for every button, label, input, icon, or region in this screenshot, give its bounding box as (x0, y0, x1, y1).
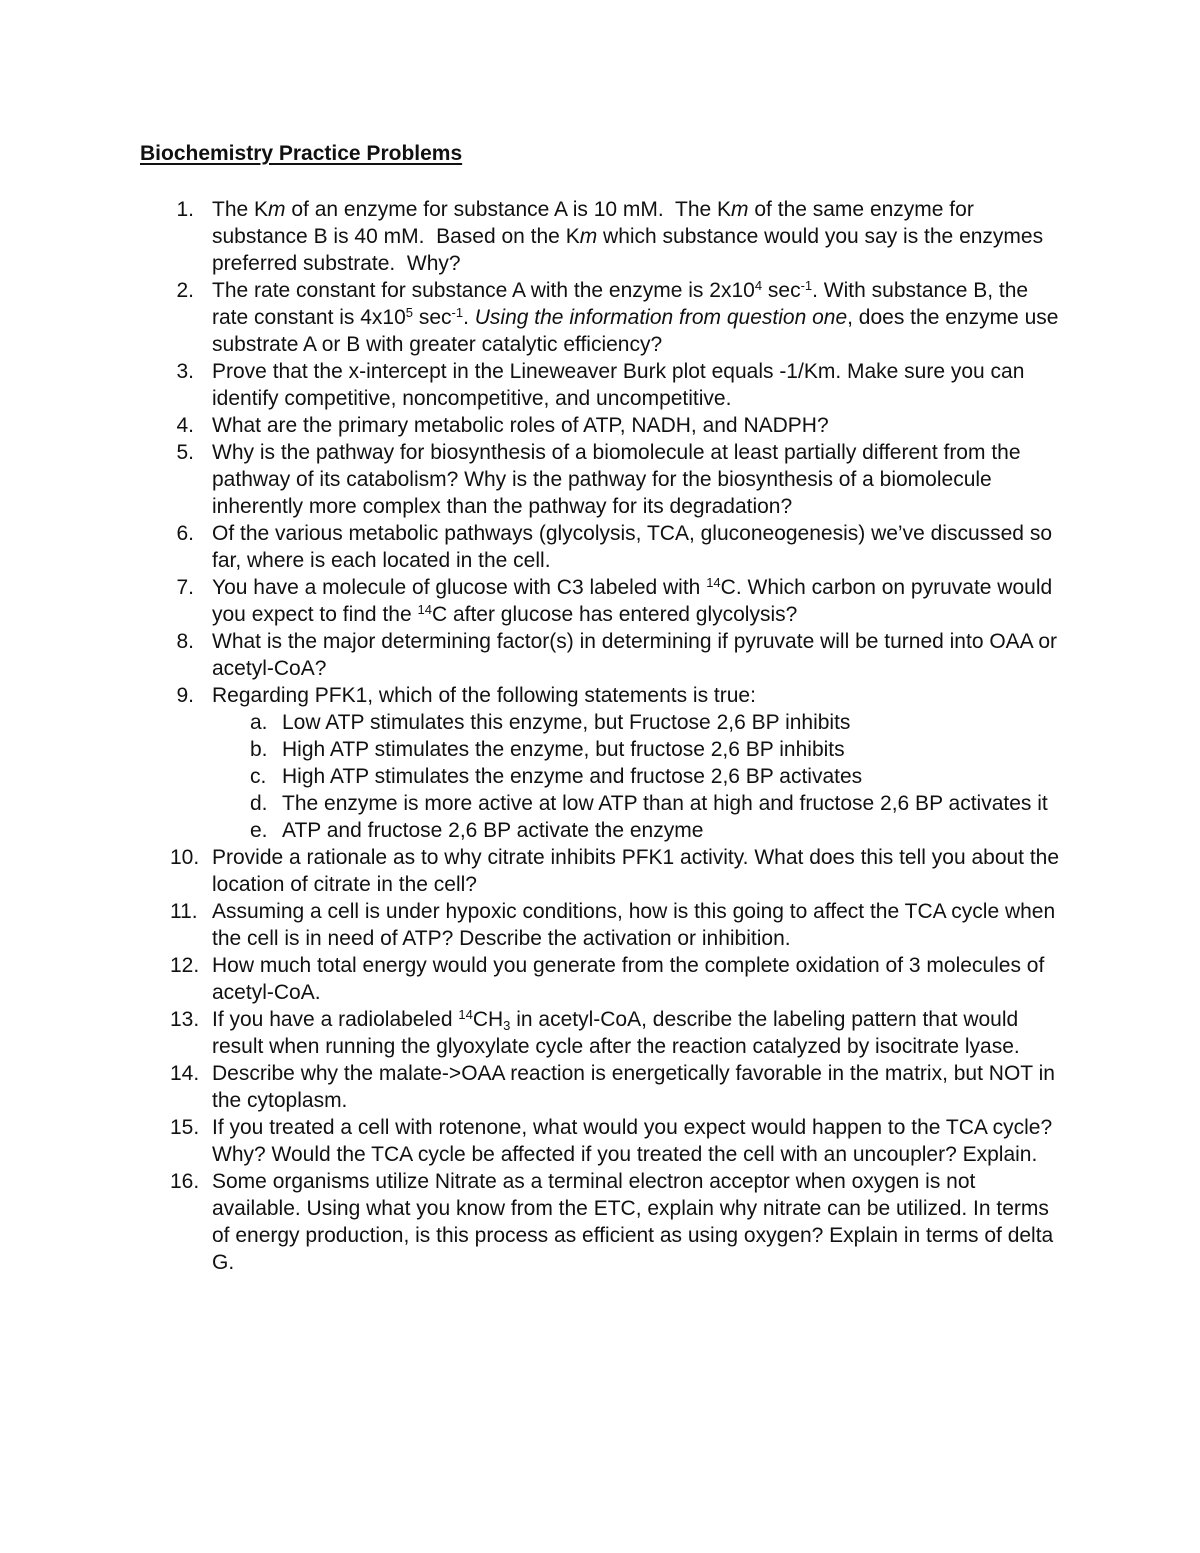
option-text: Low ATP stimulates this enzyme, but Fructose 2,6 BP inhibits (282, 711, 851, 734)
question-number: 14. (170, 1062, 200, 1085)
option-text: ATP and fructose 2,6 BP activate the enzyme (282, 819, 704, 842)
question-number: 6. (176, 522, 194, 545)
question-number: 10. (170, 846, 200, 869)
question-14 (140, 1060, 1065, 1114)
question-number: 16. (170, 1170, 200, 1193)
question-8 (140, 628, 1065, 682)
option-text: High ATP stimulates the enzyme and fructose 2,6 BP activates (282, 765, 863, 788)
question-16 (140, 1168, 1065, 1276)
question-number: 9. (176, 684, 194, 707)
answer-options (212, 709, 1065, 844)
question-3 (140, 358, 1065, 412)
question-number: 7. (176, 576, 194, 599)
question-number: 1. (176, 198, 194, 221)
question-1 (140, 196, 1065, 277)
question-number: 3. (176, 360, 194, 383)
question-13 (140, 1006, 1065, 1060)
question-7 (140, 574, 1065, 628)
question-list (140, 196, 1065, 1276)
option-letter: b. (250, 738, 268, 761)
question-number: 2. (176, 279, 194, 302)
question-number: 11. (170, 900, 198, 923)
question-number: 4. (176, 414, 194, 437)
question-text: Some organisms utilize Nitrate as a terminal electron acceptor when oxygen is not available. Using what you know from the ETC, explain why nitrate can be utilized. In terms of energy production, is this process as efficient as using oxygen? Explain in terms of delta G. (212, 1170, 1054, 1274)
question-number: 12. (170, 954, 200, 977)
question-text: Assuming a cell is under hypoxic conditions, how is this going to affect the TCA cycle when the cell is in need of ATP? Describe the activation or inhibition. (212, 900, 1056, 950)
question-10 (140, 844, 1065, 898)
option-letter: d. (250, 792, 268, 815)
question-text: Prove that the x-intercept in the Lineweaver Burk plot equals -1/Km. Make sure you can identify competitive, noncompetitive, and uncompetitive. (212, 360, 1025, 410)
question-text: If you have a radiolabeled $^{14}CH_3$ in acetyl-CoA, describe the labeling pattern that would result when running the glyoxylate cycle after the reaction catalyzed by isocitrate lyase. (212, 1007, 1020, 1058)
question-text: How much total energy would you generate from the complete oxidation of 3 molecules of acetyl-CoA. (212, 954, 1045, 1004)
question-2 (140, 277, 1065, 358)
page-title: Biochemistry Practice Problems (140, 142, 463, 165)
question-text: Describe why the malate->OAA reaction is energetically favorable in the matrix, but NOT in the cytoplasm. (212, 1062, 1055, 1112)
option-d (212, 790, 1065, 817)
question-4 (140, 412, 1065, 439)
question-text: Provide a rationale as to why citrate inhibits PFK1 activity. What does this tell you about the location of citrate in the cell? (212, 846, 1060, 896)
question-text: What is the major determining factor(s) in determining if pyruvate will be turned into OAA or acetyl-CoA? (212, 630, 1058, 680)
question-text: The rate constant for substance A with the enzyme is $2x10^4$ $\sec^{-1}$. With substance B, the rate constant is $4x10^5$ $\sec^{-1}$. Using the information from question one, does the enzyme use substrate A or B with greater catalytic efficiency? (212, 278, 1059, 356)
question-12 (140, 952, 1065, 1006)
option-a (212, 709, 1065, 736)
question-number: 15. (170, 1116, 200, 1139)
question-text: If you treated a cell with rotenone, what would you expect would happen to the TCA cycle? Why? Would the TCA cycle be affected if you treated the cell with an uncoupler? Explain. (212, 1116, 1053, 1166)
option-text: The enzyme is more active at low ATP than at high and fructose 2,6 BP activates it (282, 792, 1048, 815)
question-15 (140, 1114, 1065, 1168)
question-text: What are the primary metabolic roles of ATP, NADH, and NADPH? (212, 414, 829, 437)
question-number: 5. (176, 441, 194, 464)
option-c (212, 763, 1065, 790)
question-text: The Km of an enzyme for substance A is 10 mM. The Km of the same enzyme for substance B is 40 mM. Based on the Km which substance would you say is the enzymes preferred substrate. Why? (212, 198, 1044, 275)
option-text: High ATP stimulates the enzyme, but fructose 2,6 BP inhibits (282, 738, 845, 761)
question-text: Why is the pathway for biosynthesis of a biomolecule at least partially different from the pathway of its catabolism? Why is the pathway for the biosynthesis of a biomolecule inherently more complex than the pathway for its degradation? (212, 441, 1021, 518)
option-letter: e. (250, 819, 268, 842)
question-9 (140, 682, 1065, 844)
option-letter: a. (250, 711, 268, 734)
option-e (212, 817, 1065, 844)
option-b (212, 736, 1065, 763)
question-text: Regarding PFK1, which of the following statements is true: (212, 684, 756, 707)
question-number: 8. (176, 630, 194, 653)
option-letter: c. (250, 765, 267, 788)
question-5 (140, 439, 1065, 520)
question-text: You have a molecule of glucose with C3 labeled with $^{14}$C. Which carbon on pyruvate would you expect to find the $^{14}$C after glucose has entered glycolysis? (212, 575, 1053, 626)
question-6 (140, 520, 1065, 574)
question-number: 13. (170, 1008, 200, 1031)
question-11 (140, 898, 1065, 952)
question-text: Of the various metabolic pathways (glycolysis, TCA, gluconeogenesis) we’ve discussed so far, where is each located in the cell. (212, 522, 1052, 572)
